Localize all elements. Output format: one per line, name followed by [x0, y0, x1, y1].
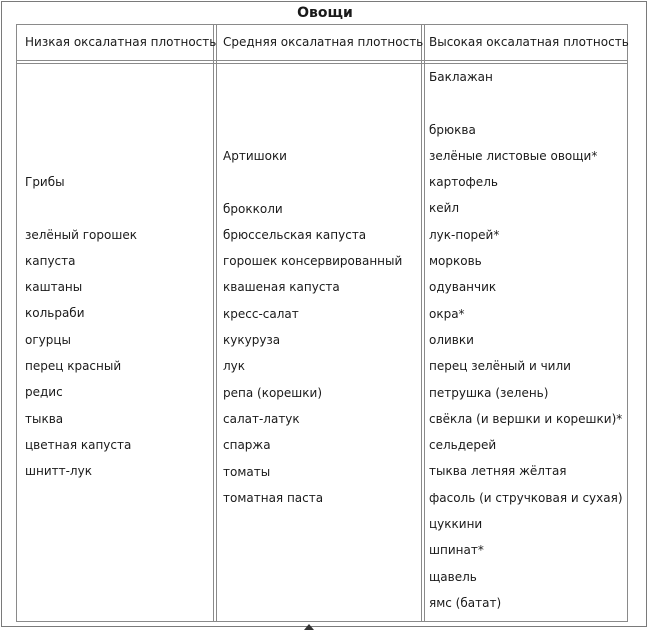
- list-item: тыква: [25, 411, 64, 426]
- list-item: шпинат*: [429, 543, 484, 558]
- column-divider: [421, 25, 425, 621]
- table-title: Овощи: [297, 5, 353, 21]
- list-item: горошек консервированный: [223, 254, 403, 269]
- list-item: кресс-салат: [223, 306, 299, 321]
- list-item: перец красный: [25, 359, 122, 374]
- list-item: квашеная капуста: [223, 280, 340, 295]
- list-item: тыква летняя жёлтая: [429, 464, 567, 479]
- list-item: капуста: [25, 253, 76, 268]
- list-item: лук-порей*: [429, 227, 500, 242]
- list-item: перец зелёный и чили: [429, 359, 571, 374]
- list-item: кольраби: [25, 306, 85, 321]
- list-item: брюссельская капуста: [223, 227, 367, 242]
- list-item: свёкла (и вершки и корешки)*: [429, 411, 623, 426]
- list-item: ямс (батат): [429, 595, 502, 610]
- header-high-density: Высокая оксалатная плотность: [429, 35, 629, 49]
- list-item: Артишоки: [223, 149, 287, 163]
- list-item: спаржа: [223, 438, 271, 453]
- list-item: Грибы: [25, 175, 65, 189]
- list-item: картофель: [429, 175, 498, 190]
- header-low-density: Низкая оксалатная плотность: [25, 35, 217, 49]
- low-density-list: [25, 169, 137, 485]
- list-item: морковь: [429, 254, 482, 269]
- list-item: сельдерей: [429, 438, 497, 453]
- list-item: репа (корешки): [223, 385, 322, 400]
- list-item: окра*: [429, 306, 465, 321]
- list-item: каштаны: [25, 280, 83, 295]
- medium-density-list: [223, 143, 402, 511]
- list-item: петрушка (зелень): [429, 385, 549, 400]
- list-item: редис: [25, 385, 63, 400]
- list-item: кейл: [429, 201, 460, 216]
- high-density-list: [429, 64, 623, 616]
- list-item: щавель: [429, 569, 477, 584]
- list-item: томаты: [223, 464, 271, 479]
- list-item: Баклажан: [429, 70, 493, 84]
- header-medium-density: Средняя оксалатная плотность: [223, 35, 424, 49]
- column-divider: [213, 25, 217, 621]
- list-item: цуккини: [429, 517, 483, 532]
- list-item: салат-латук: [223, 411, 300, 426]
- list-item: брокколи: [223, 201, 283, 216]
- list-item: зелёные листовые овощи*: [429, 148, 598, 163]
- list-item: шнитт-лук: [25, 464, 92, 479]
- oxalate-table: [16, 24, 628, 622]
- list-item: одуванчик: [429, 280, 497, 295]
- list-item: брюква: [429, 122, 476, 137]
- list-item: цветная капуста: [25, 437, 132, 452]
- list-item: зелёный горошек: [25, 227, 137, 242]
- list-item: оливки: [429, 332, 474, 347]
- list-item: томатная паста: [223, 490, 324, 505]
- list-item: огурцы: [25, 332, 72, 347]
- list-item: фасоль (и стручковая и сухая): [429, 490, 623, 505]
- list-item: кукуруза: [223, 333, 281, 348]
- list-item: лук: [223, 359, 246, 374]
